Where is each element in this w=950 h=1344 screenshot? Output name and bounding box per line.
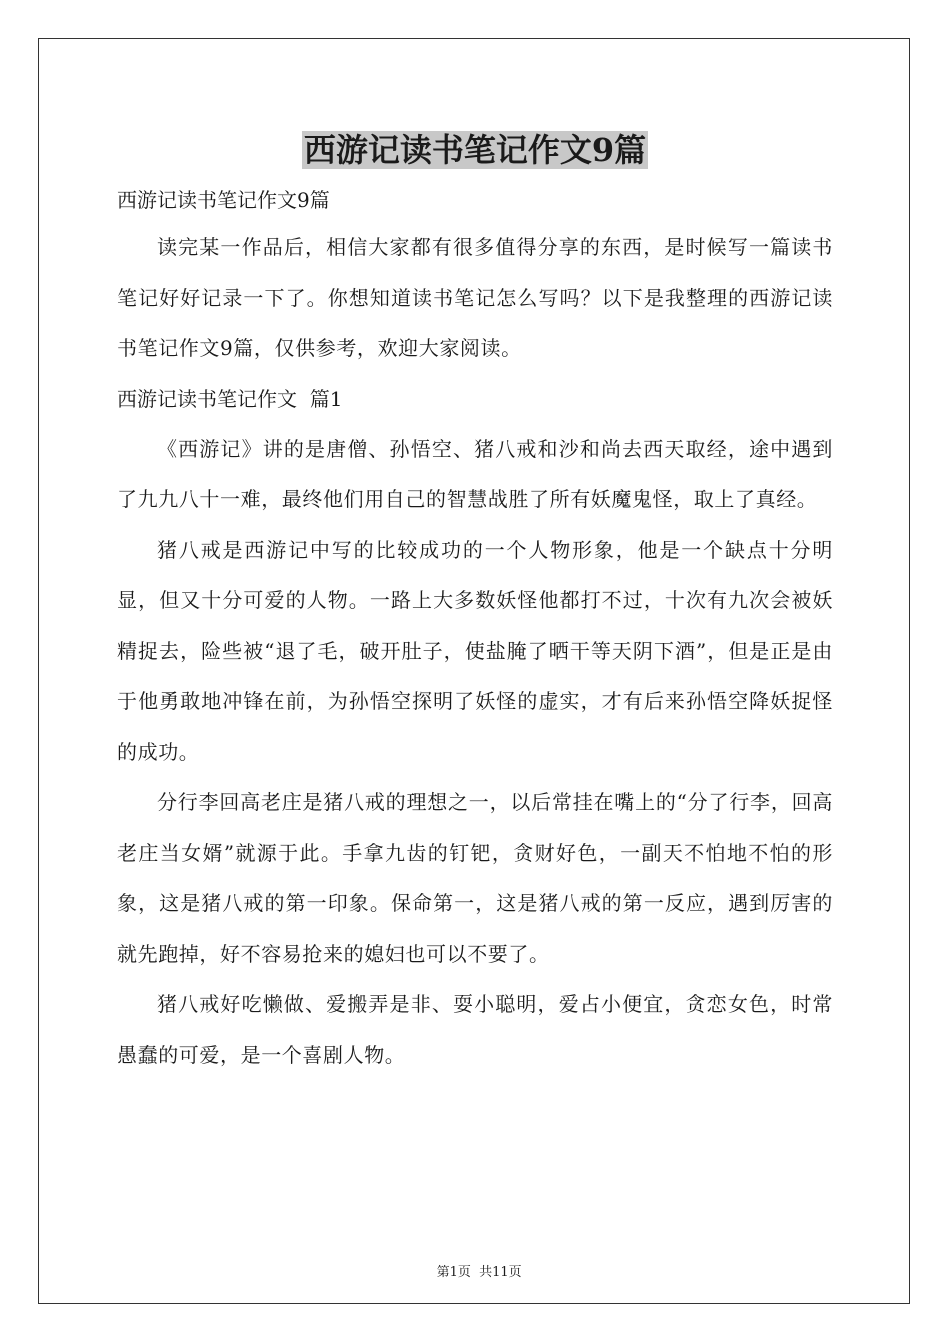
body-paragraph: 猪八戒是西游记中写的比较成功的一个人物形象，他是一个缺点十分明显，但又十分可爱的人物。一路上大多数妖怪他都打不过，十次有九次会被妖精捉去，险些被“退了毛，破开肚子，使盐腌了晒干等天阴下酒”，但是正是由于他勇敢地冲锋在前，为孙悟空探明了妖怪的虚实，才有后来孙悟空降妖捉怪的成功。 (117, 537, 833, 764)
section-heading: 西游记读书笔记作文 篇1 (117, 386, 343, 411)
page-footer (0, 1246, 950, 1280)
document-title (0, 124, 950, 176)
document-body (117, 178, 833, 1080)
body-paragraph: 《西游记》讲的是唐僧、孙悟空、猪八戒和沙和尚去西天取经，途中遇到了九九八十一难，最终他们用自己的智慧战胜了所有妖魔鬼怪，取上了真经。 (117, 436, 833, 511)
document-title-text: 西游记读书笔记作文9篇 (303, 131, 647, 169)
page-number: 第1页 共11页 (436, 1265, 522, 1280)
body-paragraph: 分行李回高老庄是猪八戒的理想之一，以后常挂在嘴上的“分了行李，回高老庄当女婿”就源于此。手拿九齿的钉钯，贪财好色，一副天不怕地不怕的形象，这是猪八戒的第一印象。保命第一，这是猪八戒的第一反应，遇到厉害的就先跑掉，好不容易抢来的媳妇也可以不要了。 (117, 790, 833, 966)
intro-paragraph: 读完某一作品后，相信大家都有很多值得分享的东西，是时候写一篇读书笔记好好记录一下了。你想知道读书笔记怎么写吗？以下是我整理的西游记读书笔记作文9篇，仅供参考，欢迎大家阅读。 (117, 235, 833, 360)
body-paragraph: 猪八戒好吃懒做、爱搬弄是非、耍小聪明，爱占小便宜，贪恋女色，时常愚蠢的可爱，是一个喜剧人物。 (117, 992, 833, 1067)
document-subtitle: 西游记读书笔记作文9篇 (117, 188, 330, 212)
